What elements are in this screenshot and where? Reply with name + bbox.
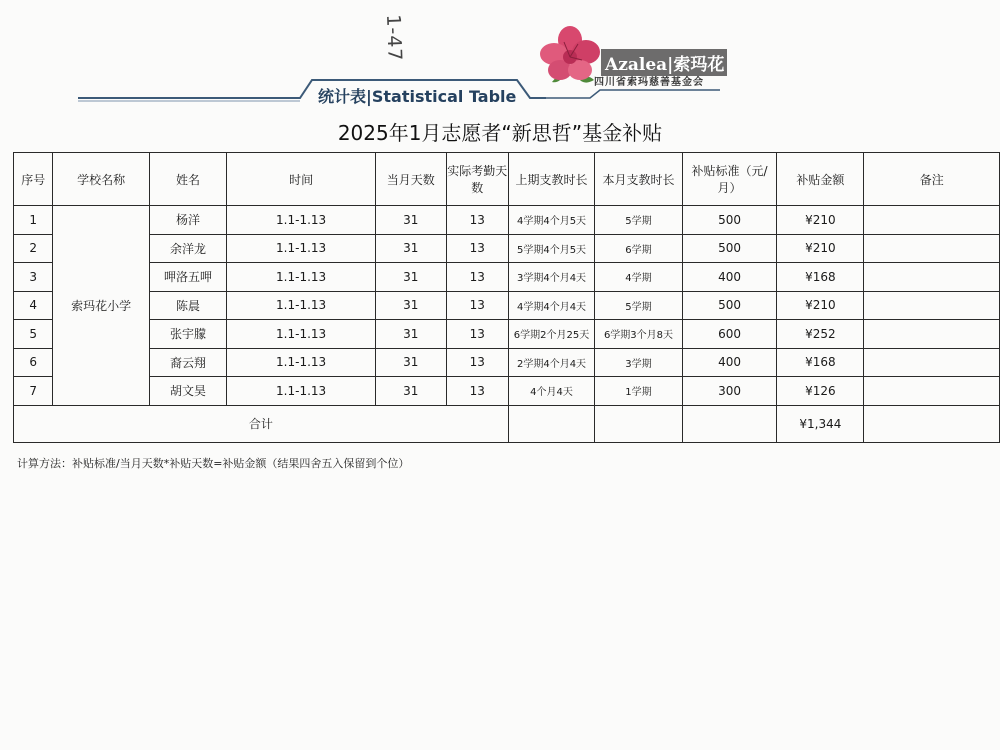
cell-no: 7 [14, 377, 53, 406]
cell-this-duration: 3学期 [595, 348, 682, 377]
total-remark [864, 405, 1000, 442]
cell-name: 余洋龙 [149, 234, 227, 263]
cell-standard: 500 [682, 206, 777, 235]
total-row [14, 405, 1000, 442]
cell-remark [864, 291, 1000, 320]
foundation-name: 四川省索玛慈善基金会 [594, 77, 704, 88]
cell-this-duration: 6学期3个月8天 [595, 320, 682, 349]
cell-this-duration: 6学期 [595, 234, 682, 263]
total-empty-cell [508, 405, 594, 442]
cell-days-month: 31 [375, 348, 446, 377]
col-header-no: 序号 [14, 153, 53, 206]
cell-days-actual: 13 [446, 377, 508, 406]
col-header-standard: 补贴标准（元/月） [682, 153, 777, 206]
cell-time: 1.1-1.13 [227, 377, 376, 406]
cell-time: 1.1-1.13 [227, 234, 376, 263]
cell-school: 索玛花小学 [53, 206, 149, 406]
cell-amount: ¥210 [777, 291, 864, 320]
col-header-remark: 备注 [864, 153, 1000, 206]
section-label: 统计表|Statistical Table [318, 87, 517, 106]
cell-standard: 500 [682, 291, 777, 320]
cell-this-duration: 5学期 [595, 206, 682, 235]
cell-days-actual: 13 [446, 348, 508, 377]
cell-time: 1.1-1.13 [227, 348, 376, 377]
document-title: 2025年1月志愿者“新思哲”基金补贴 [337, 121, 663, 145]
table-row [14, 348, 1000, 377]
cell-name: 裔云翔 [149, 348, 227, 377]
col-header-this-duration: 本月支教时长 [595, 153, 682, 206]
cell-this-duration: 5学期 [595, 291, 682, 320]
calculation-note: 计算方法：补贴标准/当月天数*补贴天数=补贴金额（结果四舍五入保留到个位） [17, 457, 410, 470]
cell-time: 1.1-1.13 [227, 291, 376, 320]
cell-prev-duration: 2学期4个月4天 [508, 348, 594, 377]
cell-amount: ¥168 [777, 263, 864, 292]
cell-remark [864, 263, 1000, 292]
cell-no: 5 [14, 320, 53, 349]
col-header-days-actual: 实际考勤天数 [446, 153, 508, 206]
table-row [14, 234, 1000, 263]
cell-days-actual: 13 [446, 263, 508, 292]
subsidy-table [13, 152, 1000, 443]
cell-standard: 500 [682, 234, 777, 263]
col-header-amount: 补贴金额 [777, 153, 864, 206]
col-header-prev-duration: 上期支教时长 [508, 153, 594, 206]
cell-remark [864, 377, 1000, 406]
azalea-flower-icon [538, 24, 602, 92]
cell-prev-duration: 5学期4个月5天 [508, 234, 594, 263]
cell-name: 张宇朦 [149, 320, 227, 349]
cell-time: 1.1-1.13 [227, 206, 376, 235]
cell-days-month: 31 [375, 263, 446, 292]
table-row [14, 377, 1000, 406]
cell-no: 2 [14, 234, 53, 263]
cell-amount: ¥126 [777, 377, 864, 406]
cell-days-actual: 13 [446, 234, 508, 263]
table-row [14, 291, 1000, 320]
cell-time: 1.1-1.13 [227, 263, 376, 292]
cell-days-month: 31 [375, 206, 446, 235]
cell-name: 胡文昊 [149, 377, 227, 406]
cell-days-month: 31 [375, 291, 446, 320]
cell-remark [864, 234, 1000, 263]
table-row [14, 263, 1000, 292]
total-amount: ¥1,344 [777, 405, 864, 442]
cell-name: 呷洛五呷 [149, 263, 227, 292]
cell-this-duration: 4学期 [595, 263, 682, 292]
cell-standard: 600 [682, 320, 777, 349]
cell-prev-duration: 4学期4个月5天 [508, 206, 594, 235]
cell-no: 3 [14, 263, 53, 292]
cell-no: 1 [14, 206, 53, 235]
cell-amount: ¥210 [777, 206, 864, 235]
cell-name: 陈晨 [149, 291, 227, 320]
cell-prev-duration: 6学期2个月25天 [508, 320, 594, 349]
cell-amount: ¥252 [777, 320, 864, 349]
cell-no: 6 [14, 348, 53, 377]
table-row [14, 206, 1000, 235]
col-header-name: 姓名 [149, 153, 227, 206]
handwritten-page-number: 1-47 [382, 14, 406, 62]
cell-remark [864, 206, 1000, 235]
cell-days-actual: 13 [446, 291, 508, 320]
cell-days-month: 31 [375, 234, 446, 263]
cell-prev-duration: 4学期4个月4天 [508, 291, 594, 320]
cell-time: 1.1-1.13 [227, 320, 376, 349]
table-row [14, 320, 1000, 349]
cell-standard: 400 [682, 348, 777, 377]
cell-name: 杨洋 [149, 206, 227, 235]
cell-no: 4 [14, 291, 53, 320]
foundation-logo-text: Azalea|索玛花 [601, 49, 727, 76]
col-header-school: 学校名称 [53, 153, 149, 206]
col-header-days-month: 当月天数 [375, 153, 446, 206]
total-empty-cell [682, 405, 777, 442]
cell-this-duration: 1学期 [595, 377, 682, 406]
cell-days-month: 31 [375, 377, 446, 406]
cell-remark [864, 348, 1000, 377]
total-empty-cell [595, 405, 682, 442]
cell-remark [864, 320, 1000, 349]
cell-amount: ¥168 [777, 348, 864, 377]
cell-prev-duration: 3学期4个月4天 [508, 263, 594, 292]
total-label: 合计 [14, 405, 509, 442]
cell-prev-duration: 4个月4天 [508, 377, 594, 406]
table-header-row [14, 153, 1000, 206]
cell-amount: ¥210 [777, 234, 864, 263]
cell-standard: 300 [682, 377, 777, 406]
cell-standard: 400 [682, 263, 777, 292]
cell-days-month: 31 [375, 320, 446, 349]
cell-days-actual: 13 [446, 206, 508, 235]
cell-days-actual: 13 [446, 320, 508, 349]
col-header-time: 时间 [227, 153, 376, 206]
